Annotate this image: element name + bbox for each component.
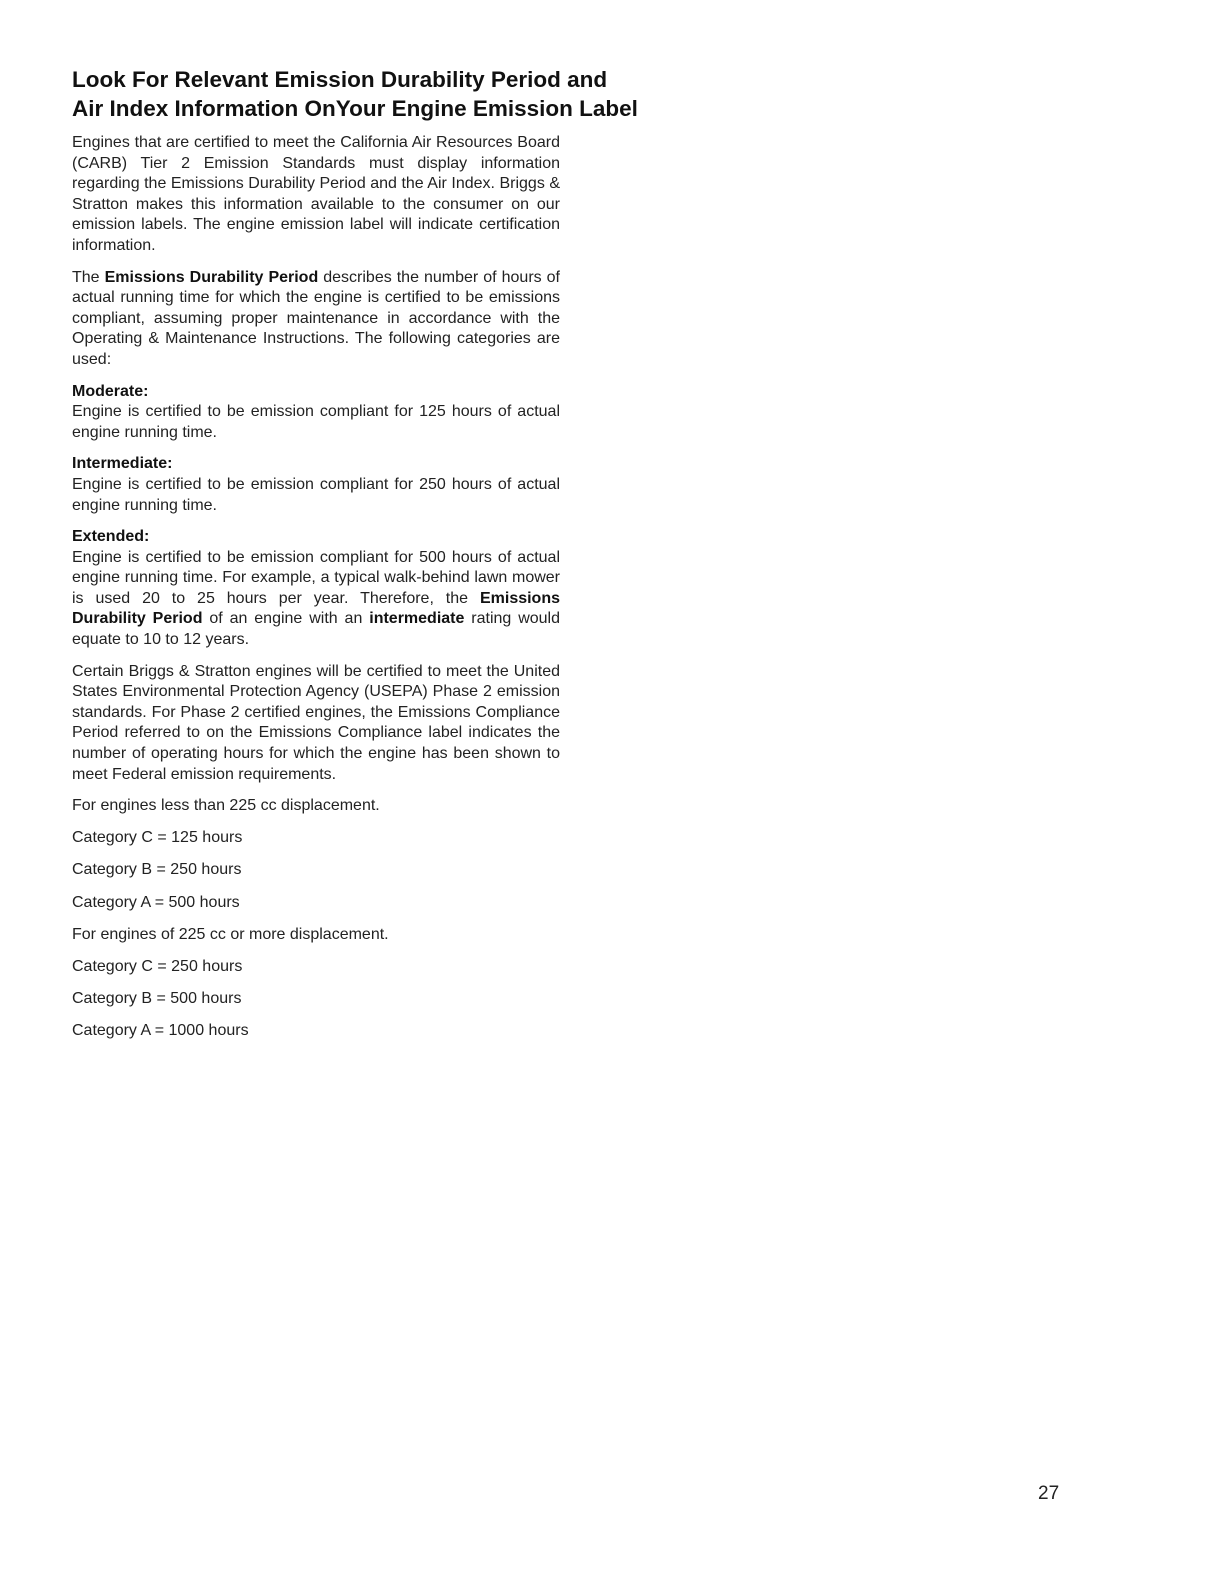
large-engines-category-a: Category A = 1000 hours <box>72 1021 249 1039</box>
intro-paragraph: Engines that are certified to meet the California Air Resources Board (CARB) Tier 2 Emission Standards must display information regarding the Emissions Durability Period and the Air Index. Briggs & Stratton makes this information available to the consumer on our emission labels. The engine emission label will indicate certification information. <box>72 134 560 254</box>
small-engines-category-a: Category A = 500 hours <box>72 893 240 911</box>
body-content <box>72 133 560 1053</box>
extended-text-2: of an engine with an <box>202 610 370 628</box>
category-moderate-title: Moderate: <box>72 382 149 400</box>
large-engines-heading: For engines of 225 cc or more displacement. <box>72 925 389 943</box>
page-number: 27 <box>1038 1483 1060 1504</box>
durability-prefix: The <box>72 268 105 286</box>
large-engines-category-b: Category B = 500 hours <box>72 989 242 1007</box>
category-extended-title: Extended: <box>72 528 150 546</box>
durability-term: Emissions Durability Period <box>104 268 319 286</box>
small-engines-category-b: Category B = 250 hours <box>72 861 242 879</box>
durability-suffix: describes the number of hours of actual running time for which the engine is certified to be emissions compliant, assuming proper maintenance in accordance with the Operating & Maintenance Instructions. The following categories are used: <box>72 268 561 368</box>
category-moderate-text: Engine is certified to be emission compliant for 125 hours of actual engine running time. <box>72 403 560 441</box>
category-intermediate-text: Engine is certified to be emission compliant for 250 hours of actual engine running time. <box>72 475 560 514</box>
extended-text-3: rating would equate to 10 to 12 years. <box>72 610 560 649</box>
extended-bold-2: intermediate <box>369 610 465 628</box>
title-line-1: Look For Relevant Emission Durability Period and <box>72 67 608 92</box>
extended-text-1: Engine is certified to be emission compliant for 500 hours of actual engine running time. For example, a typical walk-behind lawn mower is used 20 to 25 hours per year. Therefore, the <box>72 548 560 607</box>
page-title <box>72 66 712 123</box>
category-intermediate-title: Intermediate: <box>72 455 173 473</box>
title-line-2: Air Index Information OnYour Engine Emission Label <box>72 95 638 121</box>
small-engines-heading: For engines less than 225 cc displacement. <box>72 797 380 815</box>
category-extended-text <box>72 548 560 651</box>
large-engines-category-c: Category C = 250 hours <box>72 957 243 975</box>
durability-paragraph <box>72 268 560 371</box>
extended-bold-1: Emissions Durability Period <box>72 589 560 628</box>
small-engines-category-c: Category C = 125 hours <box>72 829 243 847</box>
usepa-paragraph: Certain Briggs & Stratton engines will be certified to meet the United States Environmental Protection Agency (USEPA) Phase 2 emission standards. For Phase 2 certified engines, the Emissions Compliance Period referred to on the Emissions Compliance label indicates the number of operating hours for which the engine has been shown to meet Federal emission requirements. <box>72 662 560 783</box>
